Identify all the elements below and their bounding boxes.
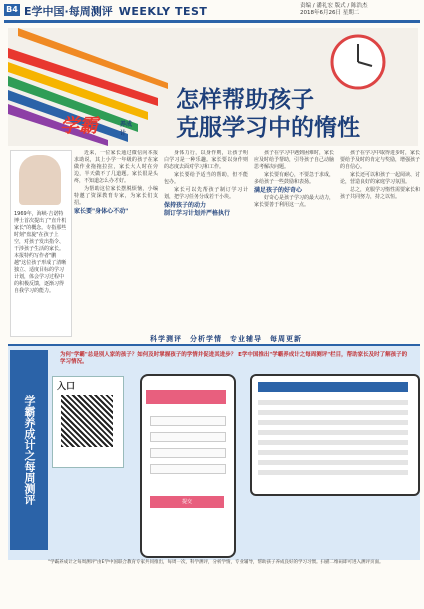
paragraph: 孩子在学习中遇到困难时，家长应及时给予帮助，引导孩子自己动脑思考解决问题。	[254, 150, 334, 170]
subheading: 满足孩子的好奇心	[254, 187, 303, 194]
phone-mockup	[140, 374, 236, 558]
tablet-row	[258, 470, 408, 475]
tablet-row	[258, 460, 408, 465]
paragraph: 好奇心是孩子学习的最大动力，家长要善于利用这一点。	[254, 195, 334, 208]
editor-credit: 责编 / 潘礼宏 版式 / 陈浩杰	[300, 3, 368, 9]
page-number: B4	[4, 4, 20, 16]
tablet-row	[258, 440, 408, 445]
phone-input-field[interactable]	[150, 464, 226, 474]
ad-footer-text: "学霸养成计之每周测评"由E学中国联合教育专家共同推出，每周一次，科学测评，分析学情，专业辅导，帮助孩子养成良好的学习习惯。扫描二维码即可进入测评页面。	[48, 560, 384, 565]
tablet-mockup	[250, 374, 420, 496]
tablet-row	[258, 410, 408, 415]
tablet-row	[258, 400, 408, 405]
author-sidebar	[10, 150, 72, 337]
article-column-2	[164, 150, 248, 330]
tablet-header-bar	[258, 382, 408, 392]
subheading: 保持孩子的动力	[164, 202, 207, 209]
article-column-3	[254, 150, 334, 330]
xueba-badge	[60, 111, 132, 145]
header-meta	[300, 3, 367, 17]
paragraph: 近来，一位家长通过微信向本报求助说，其上小学一年级的孩子在家做作业拖拖拉拉，家长大人时在旁边，半天做不了几道题。家长很是头疼，不知道怎么办才好。	[74, 150, 158, 184]
tagline: 科学测评 分析学情 专业辅导 每周更新	[150, 335, 302, 343]
paragraph: 身体力行，以身作则，让孩子明白学习是一种乐趣。家长要以身作则的态度去面对学习和工作。	[164, 150, 248, 170]
section-title	[24, 3, 207, 19]
paragraph: 为帮助这位家长摆脱烦恼，小编特邀了资深教育专家，为家长们支招。	[74, 186, 158, 206]
page-header	[0, 0, 424, 26]
headline-line-1: 怎样帮助孩子	[176, 87, 314, 113]
tablet-row	[258, 430, 408, 435]
author-bio: 1969年，海峡·吉诺特博士首次提出了"直升机家长"的概念。专指那些时刻"盘旋"在孩子上空，对孩子发出指令、干涉孩子生活的家长。本报特约写作者"鹏越"这位孩子形成了清晰独立、适度目标的学习计划，体会学习过程中的积极反馈，逐渐习得自我学习的能力。	[14, 211, 67, 294]
article-headline	[176, 86, 360, 142]
subheading: 制订学习计划并严格执行	[164, 210, 231, 217]
phone-input-field[interactable]	[150, 448, 226, 458]
badge-subtext: 养成计	[120, 121, 133, 137]
qr-code-icon[interactable]	[61, 395, 113, 447]
badge-text: 学霸	[60, 115, 99, 137]
entry-label: 入口	[57, 382, 76, 392]
paragraph: 家长可以先帮孩子制订学习计划，把学习任务分成若干小块。	[164, 187, 248, 200]
paragraph: 家长还可以和孩子一起阅读、讨论，营造良好的家庭学习氛围。	[340, 172, 420, 185]
section-name: E学中国·每周测评	[24, 5, 113, 18]
ad-headline: 为何"学霸"总是别人家的孩子？如何及时掌握孩子的学情并促进其进步？ E学中国推出"学霸养成计之每周测评"栏目，帮助家长及时了解孩子的学习情况。	[60, 352, 408, 365]
headline-line-2: 克服学习中的惰性	[176, 115, 360, 141]
paragraph: 总之，克服学习惰性需要家长和孩子共同努力，持之以恒。	[340, 187, 420, 200]
issue-date: 2018年6月26日 星期二	[300, 10, 360, 16]
ad-entry-box[interactable]	[52, 376, 124, 468]
paragraph: 家长要给予适当的帮助，但不能包办。	[164, 172, 248, 185]
ad-vertical-title: 学霸养成计之每周测评	[10, 350, 48, 550]
tablet-row	[258, 450, 408, 455]
author-photo	[19, 155, 61, 205]
section-name-en: WEEKLY TEST	[118, 5, 208, 18]
subheading: 家长要"身体心不动"	[74, 208, 129, 215]
clock-illustration	[308, 32, 408, 92]
phone-banner	[146, 390, 226, 404]
phone-input-field[interactable]	[150, 432, 226, 442]
paragraph: 孩子在学习中取得进步时，家长要给予及时的肯定与奖励，增强孩子的自信心。	[340, 150, 420, 170]
paragraph: 家长要有耐心，不要急于求成，多给孩子一些鼓励和表扬。	[254, 172, 334, 185]
header-rule	[4, 20, 420, 23]
phone-input-field[interactable]	[150, 416, 226, 426]
phone-submit-button[interactable]: 提交	[150, 496, 224, 508]
tablet-row	[258, 420, 408, 425]
article-column-1	[74, 150, 158, 330]
article-column-4	[340, 150, 420, 330]
